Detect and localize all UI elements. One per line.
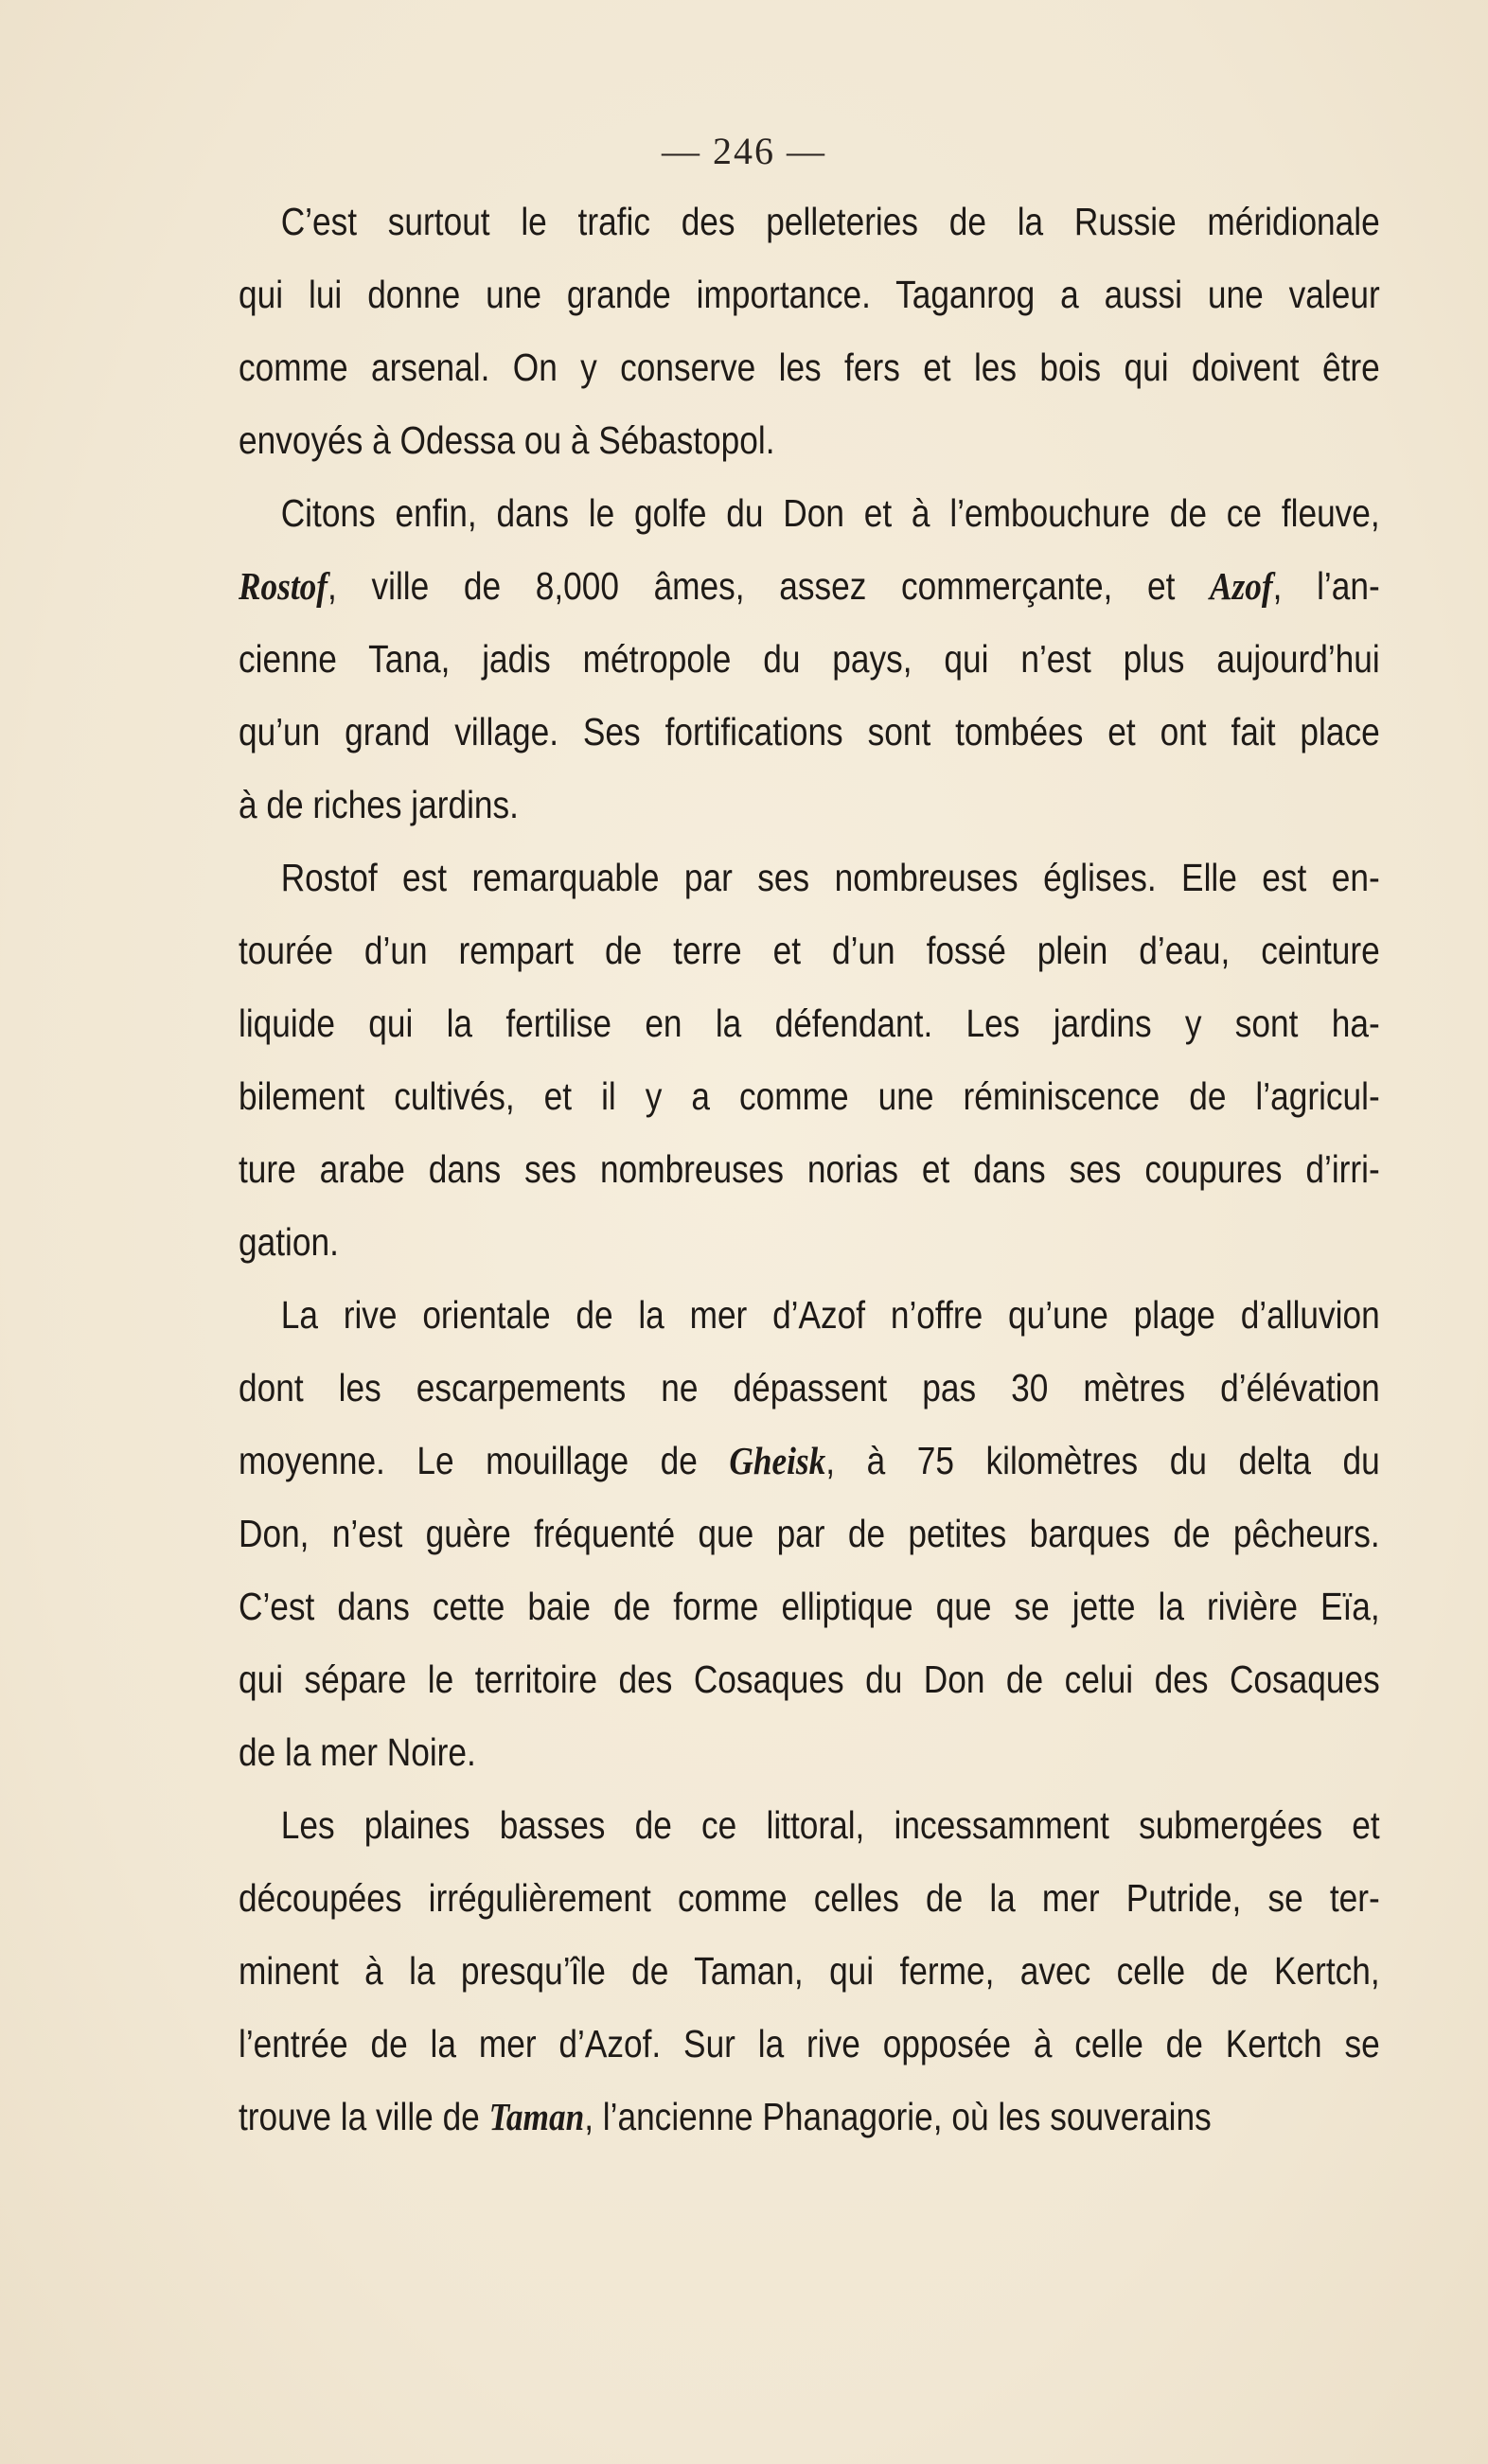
text-segment: ture arabe dans ses nombreuses norias et dans ses coupures d’irri- [239, 1147, 1380, 1191]
text-segment: à de riches jardins. [239, 783, 519, 826]
paragraph [239, 842, 1380, 1279]
text-segment: cienne Tana, jadis métropole du pays, qui n’est plus aujourd’hui [239, 637, 1380, 681]
paragraph [239, 477, 1380, 842]
text-line [239, 1716, 1380, 1789]
text-segment: bilement cultivés, et il y a comme une réminiscence de l’agricul- [239, 1074, 1380, 1118]
text-line [239, 2081, 1380, 2154]
text-line [239, 769, 1380, 842]
text-line [239, 1352, 1380, 1425]
paragraph [239, 1789, 1380, 2154]
text-segment: qui sépare le territoire des Cosaques du Don de celui des Cosaques [239, 1657, 1380, 1701]
body-text [239, 186, 1380, 2154]
text-line [239, 914, 1380, 987]
text-segment: C’est surtout le trafic des pelleteries de la Russie méridionale [280, 200, 1380, 243]
text-segment: qu’un grand village. Ses fortifications sont tombées et ont fait place [239, 710, 1380, 753]
text-line [239, 1789, 1380, 1862]
place-name: Gheisk [729, 1439, 826, 1482]
text-line [239, 623, 1380, 696]
text-line [239, 1643, 1380, 1716]
text-line [239, 404, 1380, 477]
text-line [239, 331, 1380, 404]
text-segment: Les plaines basses de ce littoral, incessamment submergées et [280, 1803, 1380, 1847]
text-line [239, 1935, 1380, 2008]
text-line [239, 987, 1380, 1060]
text-line [239, 477, 1380, 550]
text-line [239, 258, 1380, 331]
place-name: Taman [488, 2095, 585, 2138]
text-line [239, 2008, 1380, 2081]
text-segment: qui lui donne une grande importance. Taganrog a aussi une valeur [239, 273, 1380, 316]
text-line [239, 1570, 1380, 1643]
text-segment: trouve la ville de [239, 2095, 489, 2138]
text-segment: minent à la presqu’île de Taman, qui ferme, avec celle de Kertch, [239, 1949, 1380, 1993]
text-segment: liquide qui la fertilise en la défendant. Les jardins y sont ha- [239, 1002, 1380, 1045]
text-segment: tourée d’un rempart de terre et d’un fossé plein d’eau, ceinture [239, 929, 1380, 972]
text-segment: , l’an- [1272, 564, 1380, 608]
text-segment: comme arsenal. On y conserve les fers et les bois qui doivent être [239, 346, 1380, 389]
place-name: Azof [1210, 564, 1273, 608]
text-segment: de la mer Noire. [239, 1730, 476, 1774]
text-line [239, 1060, 1380, 1133]
text-segment: gation. [239, 1220, 339, 1264]
text-segment: Rostof est remarquable par ses nombreuses églises. Elle est en- [280, 856, 1380, 899]
text-line [239, 1498, 1380, 1570]
text-line [239, 842, 1380, 914]
text-line [239, 1206, 1380, 1279]
text-segment: , ville de 8,000 âmes, assez commerçante, et [328, 564, 1211, 608]
text-segment: Don, n’est guère fréquenté que par de petites barques de pêcheurs. [239, 1512, 1380, 1555]
text-segment: C’est dans cette baie de forme elliptique que se jette la rivière Eïa, [239, 1585, 1380, 1628]
paragraph [239, 186, 1380, 477]
text-line [239, 1425, 1380, 1498]
text-line [239, 1133, 1380, 1206]
text-segment: l’entrée de la mer d’Azof. Sur la rive opposée à celle de Kertch se [239, 2022, 1380, 2065]
text-line [239, 696, 1380, 769]
text-segment: La rive orientale de la mer d’Azof n’offre qu’une plage d’alluvion [280, 1293, 1380, 1337]
text-segment: Citons enfin, dans le golfe du Don et à l’embouchure de ce fleuve, [280, 491, 1380, 535]
text-line [239, 550, 1380, 623]
text-segment: envoyés à Odessa ou à Sébastopol. [239, 418, 775, 462]
text-line [239, 1862, 1380, 1935]
text-segment: , à 75 kilomètres du delta du [825, 1439, 1380, 1482]
text-segment: , l’ancienne Phanagorie, où les souverains [584, 2095, 1212, 2138]
page-number: — 246 — [662, 130, 826, 172]
text-segment: moyenne. Le mouillage de [239, 1439, 730, 1482]
text-line [239, 186, 1380, 258]
place-name: Rostof [239, 564, 328, 608]
paragraph [239, 1279, 1380, 1789]
text-line [239, 1279, 1380, 1352]
text-segment: découpées irrégulièrement comme celles de la mer Putride, se ter- [239, 1876, 1380, 1920]
text-segment: dont les escarpements ne dépassent pas 30 mètres d’élévation [239, 1366, 1380, 1409]
